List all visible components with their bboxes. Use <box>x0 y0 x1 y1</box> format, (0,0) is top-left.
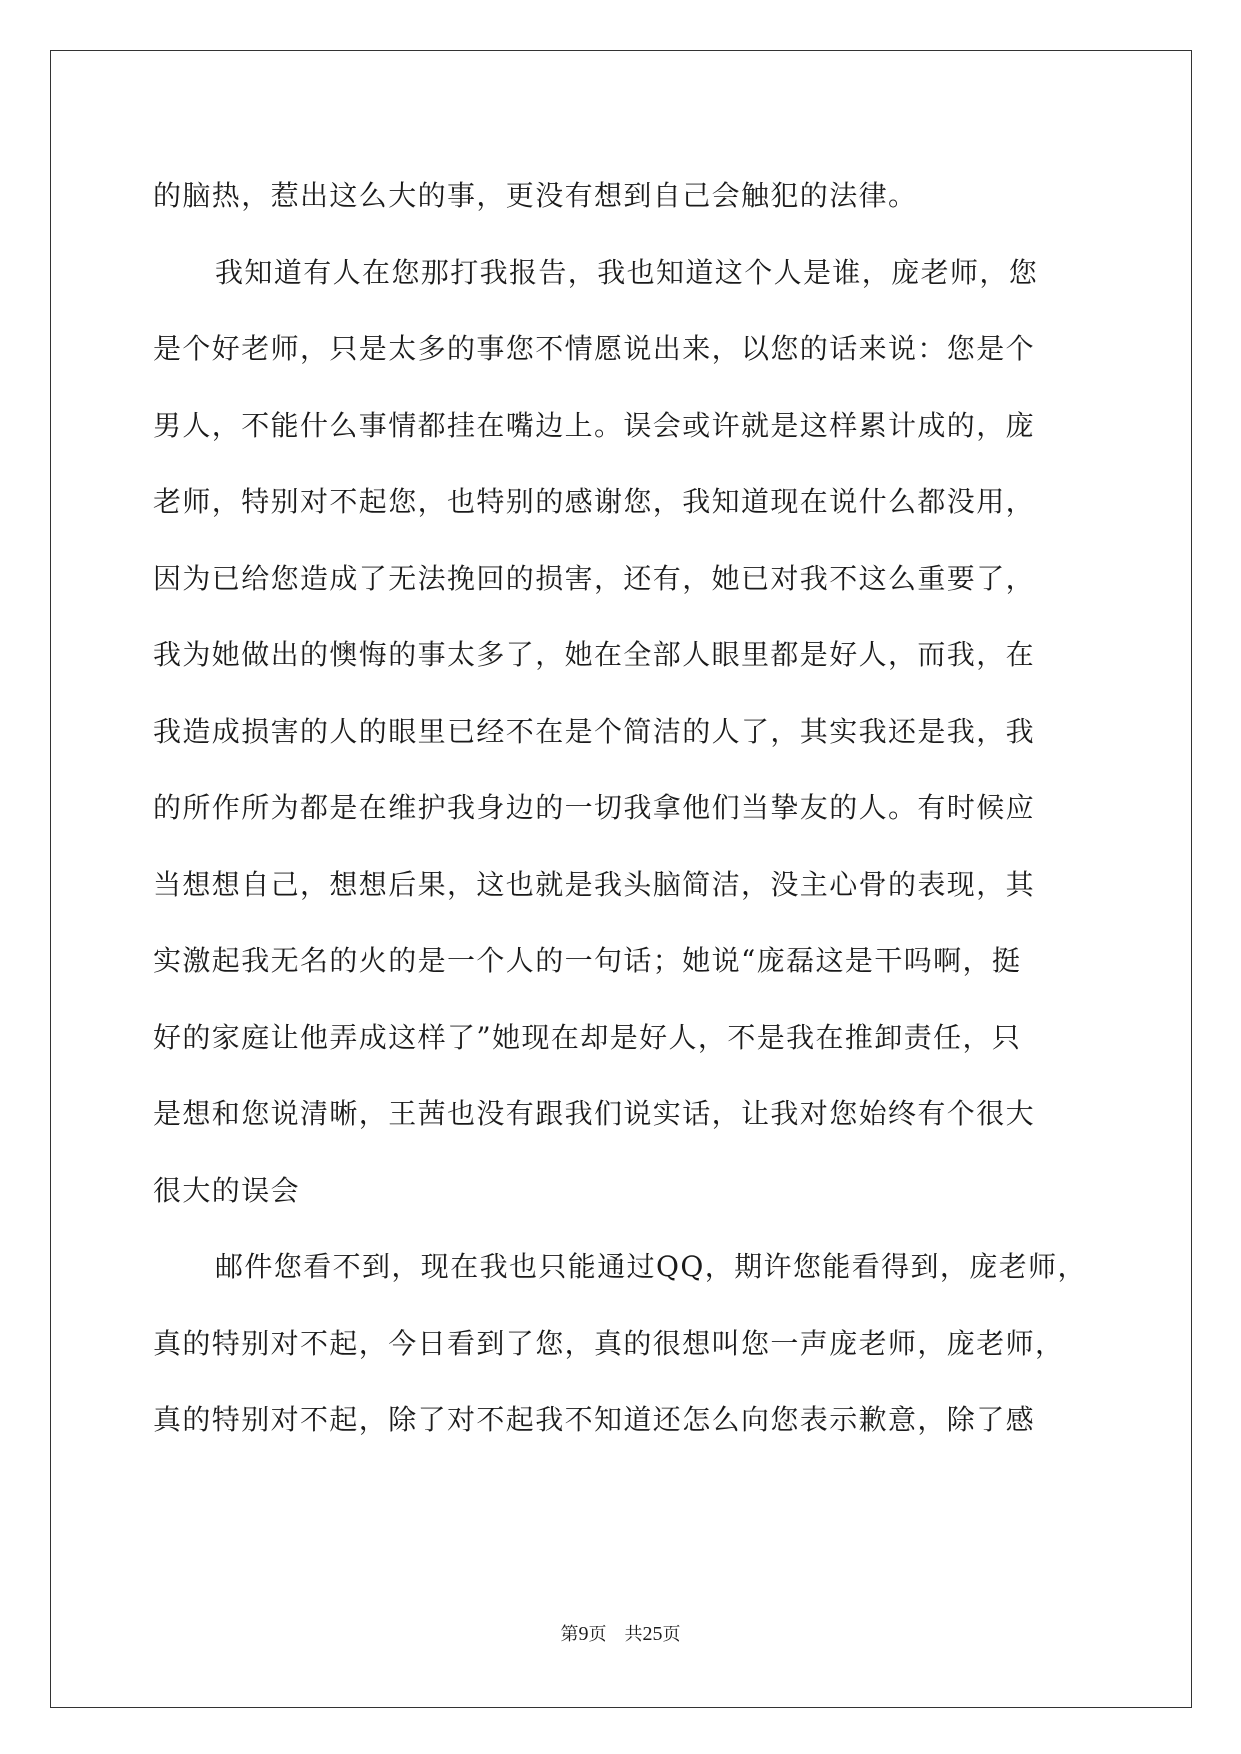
text-line: 我为她做出的懊悔的事太多了，她在全部人眼里都是好人，而我，在 <box>153 638 1036 671</box>
text-line: 老师，特别对不起您，也特别的感谢您，我知道现在说什么都没用， <box>153 485 1036 518</box>
document-body <box>153 158 1088 1459</box>
footer-total-prefix: 共 <box>624 1624 643 1645</box>
footer-prefix: 第 <box>560 1624 579 1645</box>
text-line: 好的家庭让他弄成这样了”她现在却是好人，不是我在推卸责任，只 <box>153 1020 1022 1054</box>
text-line: 当想想自己，想想后果，这也就是我头脑简洁，没主心骨的表现，其 <box>153 867 1036 901</box>
page-footer <box>0 1622 1241 1647</box>
text-line: 真的特别对不起，除了对不起我不知道还怎么向您表示歉意，除了感 <box>153 1403 1036 1436</box>
text-line: 邮件您看不到，现在我也只能通过QQ，期许您能看得到，庞老师， <box>215 1250 1087 1283</box>
text-line: 真的特别对不起，今日看到了您，真的很想叫您一声庞老师，庞老师， <box>153 1326 1065 1360</box>
footer-page-suffix: 页 <box>588 1624 607 1645</box>
text-line: 因为已给您造成了无法挽回的损害，还有，她已对我不这么重要了， <box>153 561 1036 595</box>
text-line: 是想和您说清晰，王茜也没有跟我们说实话，让我对您始终有个很大 <box>153 1097 1036 1130</box>
text-line: 我造成损害的人的眼里已经不在是个简洁的人了，其实我还是我，我 <box>153 714 1036 748</box>
footer-total-suffix: 页 <box>662 1624 681 1645</box>
text-line: 很大的误会 <box>153 1173 301 1207</box>
text-line: 的脑热，惹出这么大的事，更没有想到自己会触犯的法律。 <box>153 179 918 212</box>
text-line: 男人，不能什么事情都挂在嘴边上。误会或许就是这样累计成的，庞 <box>153 408 1036 442</box>
page-number: 9 <box>578 1623 589 1645</box>
text-line: 实激起我无名的火的是一个人的一句话；她说“庞磊这是干吗啊，挺 <box>153 944 1022 977</box>
total-pages: 25 <box>642 1623 663 1645</box>
text-line: 是个好老师，只是太多的事您不情愿说出来，以您的话来说：您是个 <box>153 332 1036 365</box>
text-line: 我知道有人在您那打我报告，我也知道这个人是谁，庞老师，您 <box>215 255 1039 289</box>
text-line: 的所作所为都是在维护我身边的一切我拿他们当挚友的人。有时候应 <box>153 791 1036 824</box>
